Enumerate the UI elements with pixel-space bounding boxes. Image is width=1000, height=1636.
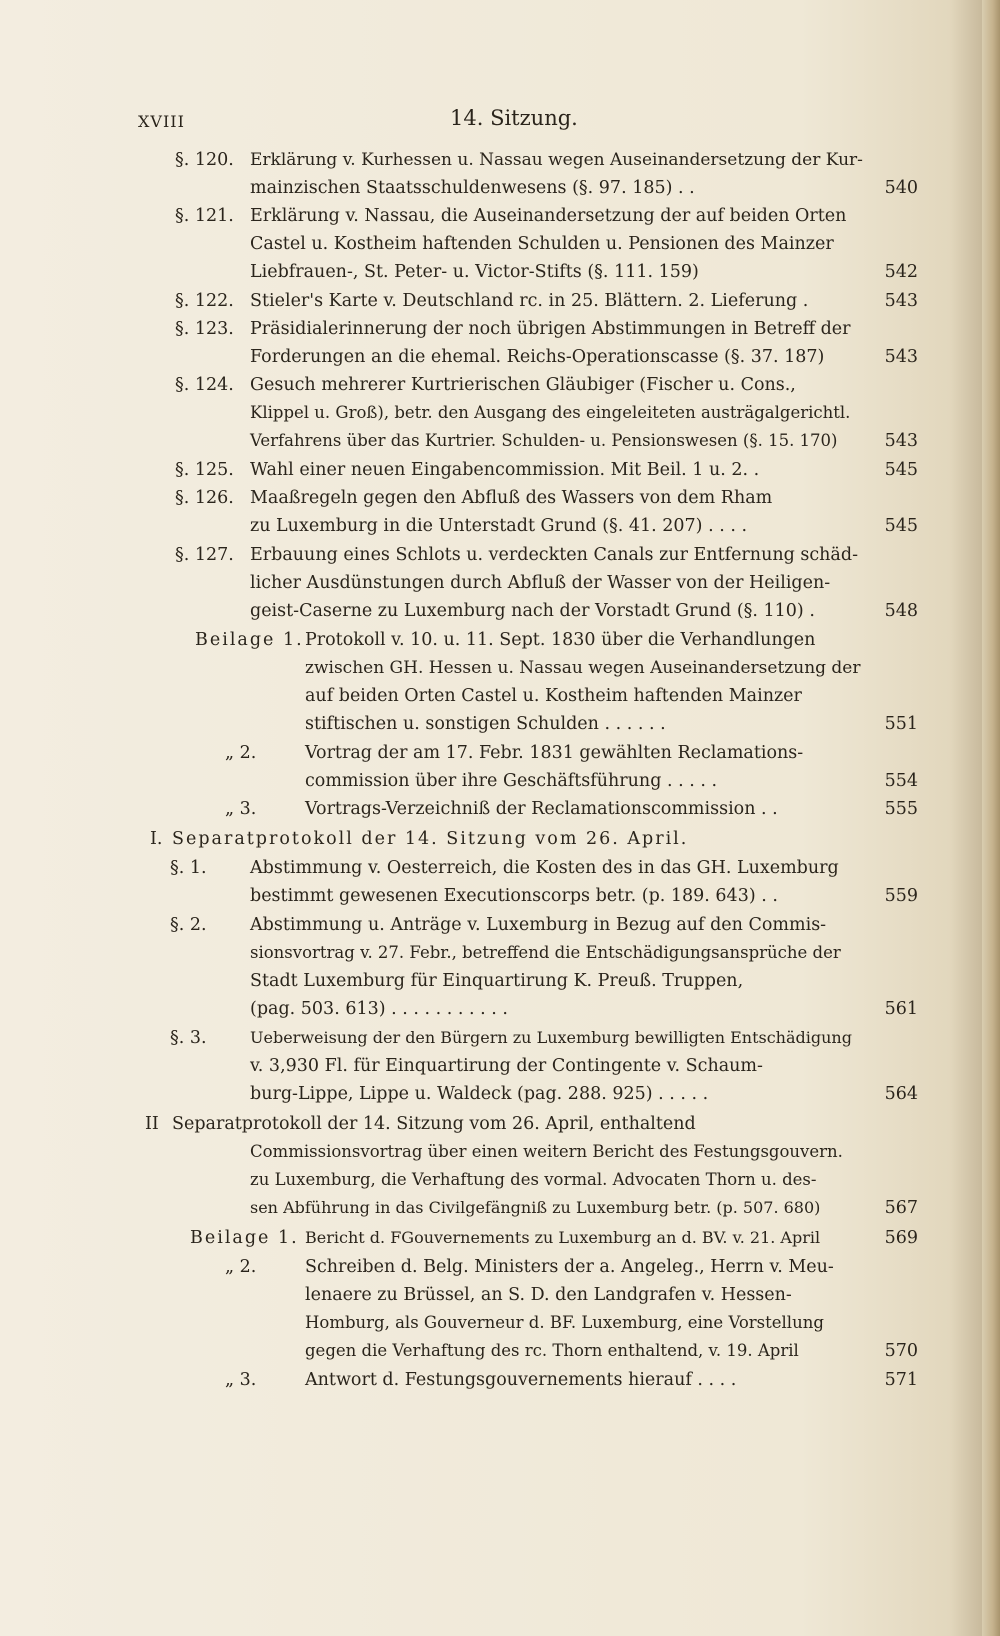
entry-page: 559 <box>884 886 918 906</box>
entry-label: §. 124. <box>175 375 234 395</box>
entry-line: commission über ihre Geschäftsführung . . . . . <box>305 771 718 791</box>
entry-page: 545 <box>884 460 918 480</box>
entry-line: Abstimmung u. Anträge v. Luxemburg in Bezug auf den Commis- <box>250 915 827 935</box>
entry-page: 554 <box>884 771 918 791</box>
page-folio: XVIII <box>138 112 185 131</box>
page-title: 14. Sitzung. <box>450 106 578 130</box>
entry-line: Stadt Luxemburg für Einquartirung K. Preuß. Truppen, <box>250 971 744 991</box>
entry-page: 540 <box>884 178 918 198</box>
entry-line: stiftischen u. sonstigen Schulden . . . . . . <box>305 714 666 734</box>
section-label: I. <box>150 829 163 849</box>
entry-label: „ 2. <box>225 743 257 763</box>
entry-line: Antwort d. Festungsgouvernements hierauf . . . . <box>305 1370 737 1390</box>
entry-label: §. 3. <box>170 1028 207 1048</box>
entry-label: §. 121. <box>175 206 234 226</box>
entry-page: 571 <box>884 1370 918 1390</box>
entry-line: Vortrags-Verzeichniß der Reclamationscommission . . <box>305 799 778 819</box>
entry-line: Präsidialerinnerung der noch übrigen Abstimmungen in Betreff der <box>250 319 851 339</box>
entry-line: Vortrag der am 17. Febr. 1831 gewählten Reclamations- <box>305 743 804 763</box>
entry-line: mainzischen Staatsschuldenwesens (§. 97. 185) . . <box>250 178 695 198</box>
entry-label: Beilage 1. <box>190 1228 299 1248</box>
entry-line: Commissionsvortrag über einen weitern Bericht des Festungsgouvern. <box>250 1142 843 1161</box>
entry-label: §. 125. <box>175 460 234 480</box>
entry-line: sen Abführung in das Civilgefängniß zu Luxemburg betr. (p. 507. 680) <box>250 1198 821 1217</box>
entry-line: Erbauung eines Schlots u. verdeckten Canals zur Entfernung schäd- <box>250 545 858 565</box>
entry-line: licher Ausdünstungen durch Abfluß der Wasser von der Heiligen- <box>250 573 831 593</box>
entry-line: Erklärung v. Nassau, die Auseinandersetzung der auf beiden Orten <box>250 206 847 226</box>
entry-line: zu Luxemburg, die Verhaftung des vormal. Advocaten Thorn u. des- <box>250 1170 817 1189</box>
entry-line: Verfahrens über das Kurtrier. Schulden- u. Pensionswesen (§. 15. 170) <box>250 431 838 450</box>
entry-line: zu Luxemburg in die Unterstadt Grund (§. 41. 207) . . . . <box>250 516 748 536</box>
entry-line: gegen die Verhaftung des rc. Thorn enthaltend, v. 19. April <box>305 1341 799 1360</box>
entry-line: Forderungen an die ehemal. Reichs-Operationscasse (§. 37. 187) <box>250 347 825 367</box>
entry-page: 543 <box>884 347 918 367</box>
entry-line: Protokoll v. 10. u. 11. Sept. 1830 über die Verhandlungen <box>305 630 816 650</box>
book-spine-edge <box>982 0 1000 1636</box>
entry-label: §. 123. <box>175 319 234 339</box>
entry-label: §. 1. <box>170 858 207 878</box>
entry-page: 561 <box>884 999 918 1019</box>
entry-line: Erklärung v. Kurhessen u. Nassau wegen Auseinandersetzung der Kur- <box>250 150 863 170</box>
entry-label: §. 122. <box>175 291 234 311</box>
entry-line: zwischen GH. Hessen u. Nassau wegen Auseinandersetzung der <box>305 658 861 678</box>
entry-line: Homburg, als Gouverneur d. BF. Luxemburg, eine Vorstellung <box>305 1313 824 1332</box>
section-heading: Separatprotokoll der 14. Sitzung vom 26. April. <box>172 829 689 849</box>
entry-line: Bericht d. FGouvernements zu Luxemburg an d. BV. v. 21. April <box>305 1228 821 1247</box>
entry-page: 567 <box>884 1198 918 1218</box>
entry-label: §. 120. <box>175 150 234 170</box>
entry-line: Klippel u. Groß), betr. den Ausgang des eingeleiteten austrägalgerichtl. <box>250 403 851 422</box>
entry-page: 542 <box>884 262 918 282</box>
entry-line: (pag. 503. 613) . . . . . . . . . . . <box>250 999 508 1019</box>
entry-label: „ 2. <box>225 1257 257 1277</box>
entry-page: 545 <box>884 516 918 536</box>
entry-line: Ueberweisung der den Bürgern zu Luxemburg bewilligten Entschädigung <box>250 1028 852 1047</box>
section-label: II <box>145 1114 159 1134</box>
entry-line: auf beiden Orten Castel u. Kostheim haftenden Mainzer <box>305 686 802 706</box>
entry-line: sionsvortrag v. 27. Febr., betreffend die Entschädigungsansprüche der <box>250 943 841 962</box>
entry-line: Schreiben d. Belg. Ministers der a. Angeleg., Herrn v. Meu- <box>305 1257 834 1277</box>
entry-label: §. 2. <box>170 915 207 935</box>
entry-line: geist-Caserne zu Luxemburg nach der Vorstadt Grund (§. 110) . <box>250 601 815 621</box>
entry-page: 570 <box>884 1341 918 1361</box>
entry-page: 564 <box>884 1084 918 1104</box>
entry-label: „ 3. <box>225 799 257 819</box>
entry-line: Castel u. Kostheim haftenden Schulden u. Pensionen des Mainzer <box>250 234 834 254</box>
entry-line: bestimmt gewesenen Executionscorps betr. (p. 189. 643) . . <box>250 886 778 906</box>
entry-line: Separatprotokoll der 14. Sitzung vom 26. April, enthaltend <box>172 1114 696 1134</box>
entry-label: §. 127. <box>175 545 234 565</box>
entry-line: Wahl einer neuen Eingabencommission. Mit Beil. 1 u. 2. . <box>250 460 760 480</box>
entry-line: Gesuch mehrerer Kurtrierischen Gläubiger (Fischer u. Cons., <box>250 375 796 395</box>
entry-line: lenaere zu Brüssel, an S. D. den Landgrafen v. Hessen- <box>305 1285 792 1305</box>
entry-page: 555 <box>884 799 918 819</box>
entry-label: §. 126. <box>175 488 234 508</box>
entry-line: burg-Lippe, Lippe u. Waldeck (pag. 288. 925) . . . . . <box>250 1084 709 1104</box>
entry-line: Abstimmung v. Oesterreich, die Kosten des in das GH. Luxemburg <box>250 858 839 878</box>
entry-label: „ 3. <box>225 1370 257 1390</box>
entry-page: 543 <box>884 431 918 451</box>
entry-page: 543 <box>884 291 918 311</box>
entry-line: v. 3,930 Fl. für Einquartirung der Contingente v. Schaum- <box>250 1056 763 1076</box>
entry-page: 551 <box>884 714 918 734</box>
entry-line: Maaßregeln gegen den Abfluß des Wassers von dem Rham <box>250 488 773 508</box>
entry-page: 548 <box>884 601 918 621</box>
entry-line: Liebfrauen-, St. Peter- u. Victor-Stifts (§. 111. 159) <box>250 262 699 282</box>
entry-page: 569 <box>884 1228 918 1248</box>
entry-line: Stieler's Karte v. Deutschland rc. in 25. Blättern. 2. Lieferung . <box>250 291 809 311</box>
entry-label: Beilage 1. <box>195 630 304 650</box>
